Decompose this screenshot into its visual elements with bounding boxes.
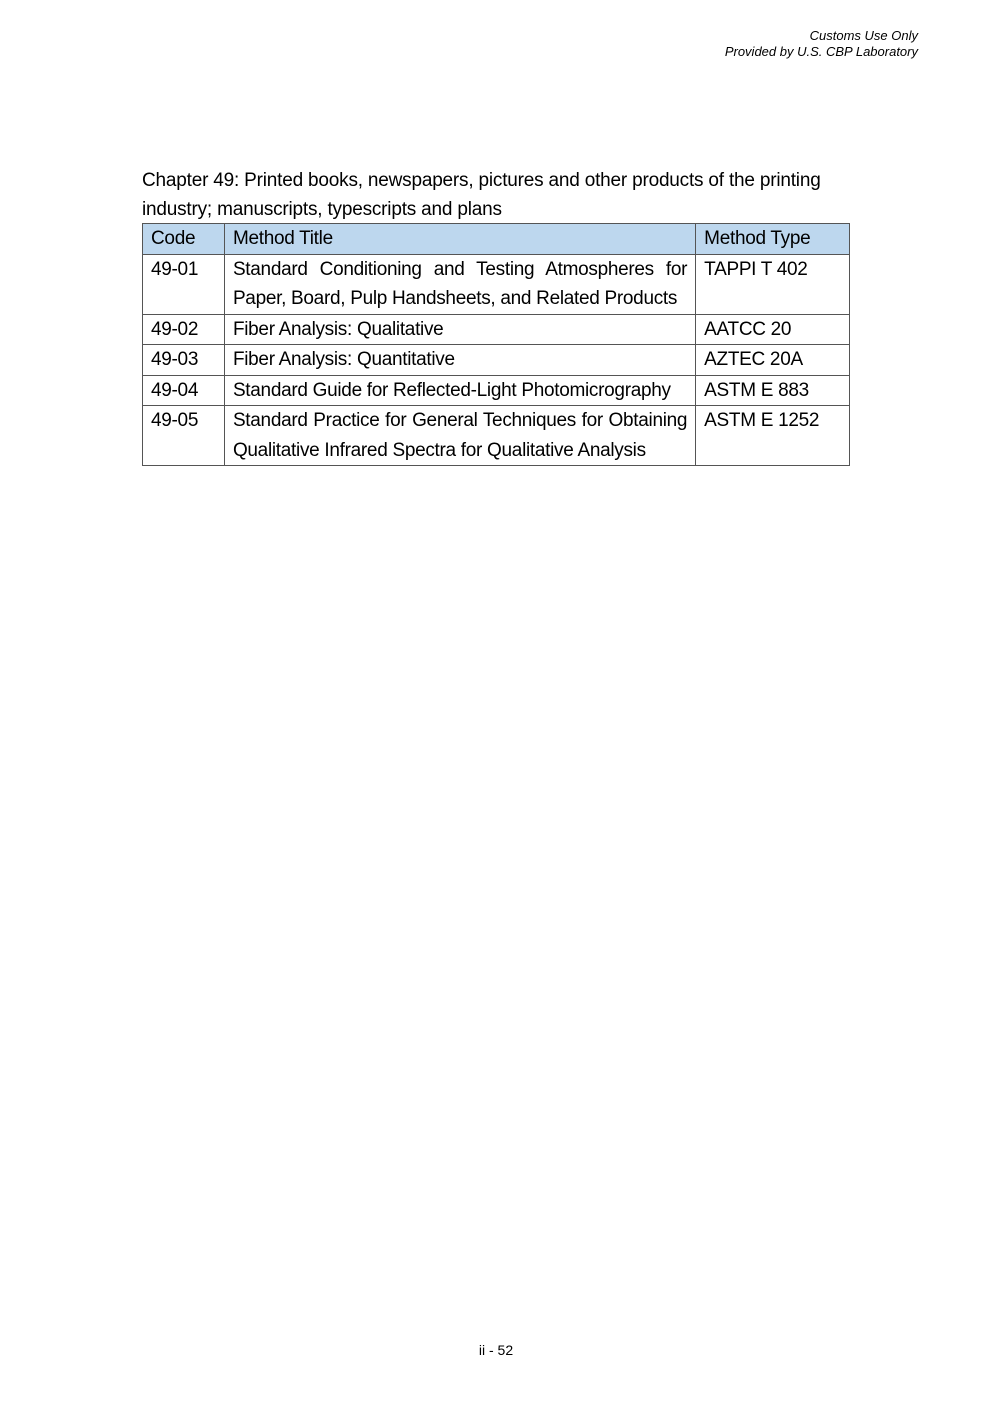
table-row [143,406,850,466]
table-row [143,345,850,376]
cell-code: 49-04 [143,375,225,406]
cell-method-type: ASTM E 1252 [696,406,850,466]
cell-method-type: ASTM E 883 [696,375,850,406]
table-row [143,314,850,345]
cell-code: 49-01 [143,254,225,314]
chapter-heading: Chapter 49: Printed books, newspapers, pictures and other products of the printing industry; manuscripts, typescripts and plans [142,170,821,220]
page-header [725,28,918,60]
page-number: ii - 52 [478,1342,514,1358]
methods-table [142,223,850,466]
column-header-method-type: Method Type [696,224,850,255]
cell-method-type: AZTEC 20A [696,345,850,376]
cell-code: 49-05 [143,406,225,466]
cell-method-title: Fiber Analysis: Quantitative [224,345,695,376]
column-header-method-title: Method Title [224,224,695,255]
cell-method-type: AATCC 20 [696,314,850,345]
cell-method-title: Fiber Analysis: Qualitative [224,314,695,345]
cell-method-title: Standard Practice for General Techniques for Obtaining Qualitative Infrared Spectra for Qualitative Analysis [224,406,695,466]
cell-code: 49-02 [143,314,225,345]
table-header-row [143,224,850,255]
table-row [143,254,850,314]
cell-code: 49-03 [143,345,225,376]
header-customs-note: Customs Use Only [809,28,918,43]
cell-method-title: Standard Guide for Reflected-Light Photomicrography [224,375,695,406]
cell-method-type: TAPPI T 402 [696,254,850,314]
table-row [143,375,850,406]
header-provider-note: Provided by U.S. CBP Laboratory [724,44,918,59]
cell-method-title: Standard Conditioning and Testing Atmospheres for Paper, Board, Pulp Handsheets, and Related Products [224,254,695,314]
column-header-code: Code [143,224,225,255]
